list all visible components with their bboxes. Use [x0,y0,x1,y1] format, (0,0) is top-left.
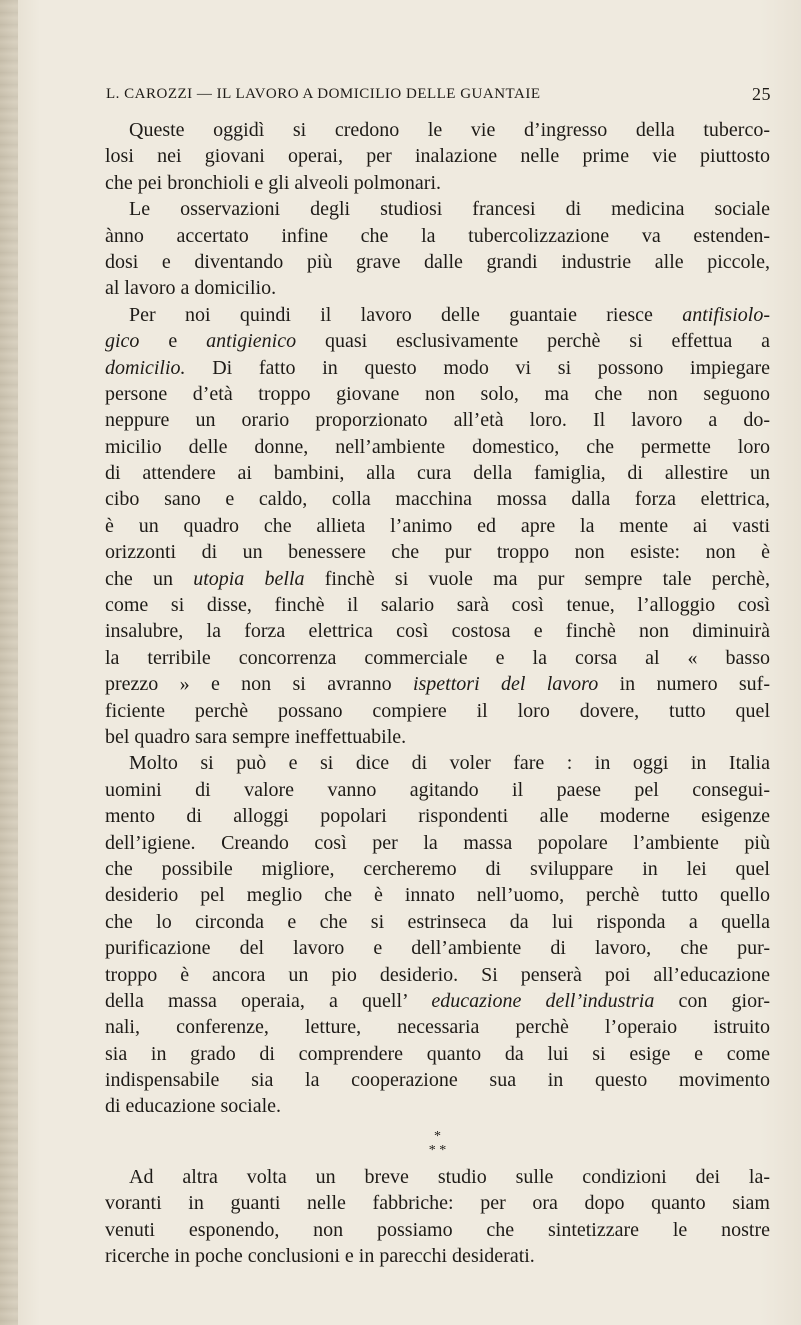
text-line: persone d’età troppo giovane non solo, ma che non seguono [105,382,770,405]
text-line: dell’igiene. Creando così per la massa popolare l’ambiente più [105,831,770,854]
text-line: ficiente perchè possano compiere il loro dovere, tutto quel [105,699,770,722]
text-line: dosi e diventando più grave dalle grandi industrie alle piccole, [105,250,770,273]
text-line [105,566,770,592]
text-line [105,302,770,328]
text-run: quasi esclusivamente perchè si effettua a [296,330,770,353]
text-line: losi nei giovani operai, per inalazione nelle prime vie piuttosto [105,145,770,168]
text-line: Molto si può e si dice di voler fare : in oggi in Italia [129,752,770,775]
text-line: di educazione sociale. [105,1095,282,1118]
text-line: che lo circonda e che si estrinseca da lui risponda a quella [105,910,770,933]
running-title: L. CAROZZI — IL LAVORO A DOMICILIO DELLE GUANTAIE [106,86,541,102]
text-line: orizzonti di un benessere che pur troppo non esiste: non è [105,541,770,564]
text-line: la terribile concorrenza commerciale e la corsa al « basso [105,646,770,669]
text-line: nali, conferenze, letture, necessaria perchè l’operaio istruito [105,1016,770,1039]
text-line: al lavoro a domicilio. [105,277,277,300]
text-line [105,328,770,354]
paragraph-1 [105,117,770,196]
italic-term: educazione dell’industria [431,989,655,1012]
text-line: voranti in guanti nelle fabbriche: per ora dopo quanto siam [105,1192,770,1215]
text-run: della massa operaia, a quell’ [105,989,432,1012]
text-run: che un [105,567,194,590]
text-line: sia in grado di comprendere quanto da lui si esige e come [105,1042,770,1065]
text-line: desiderio pel meglio che è innato nell’uomo, perchè tutto quello [105,884,770,907]
text-line: che pei bronchioli e gli alveoli polmonari. [105,171,442,194]
separator-star-bottom: * * [428,1142,447,1158]
text-line: è un quadro che allieta l’animo ed apre la mente ai vasti [105,514,770,537]
text-line [105,988,770,1014]
text-line: indispensabile sia la cooperazione sua in questo movimento [105,1069,770,1092]
text-run: finchè si vuole ma pur sempre tale perchè, [304,567,770,590]
text-line: uomini di valore vanno agitando il paese pel consegui- [105,778,770,801]
page-binding-shadow [0,0,18,1325]
italic-term: antigienico [206,330,297,353]
text-line: Ad altra volta un breve studio sulle condizioni dei la- [129,1165,770,1188]
text-line: Le osservazioni degli studiosi francesi di medicina sociale [129,198,770,221]
body-text [105,117,770,1269]
text-line [105,355,770,381]
text-line: Queste oggidì si credono le vie d’ingresso della tuberco- [129,119,770,141]
section-separator [105,1130,770,1158]
text-line: troppo è ancora un pio desiderio. Si penserà poi all’educazione [105,963,770,986]
text-line: purificazione del lavoro e dell’ambiente di lavoro, che pur- [105,937,770,960]
text-line: come si disse, finchè il salario sarà così tenue, l’alloggio così [105,594,770,617]
paragraph-3 [105,302,770,751]
italic-term: antifisiolo- [682,303,770,326]
text-line: ànno accertato infine che la tubercolizzazione va estenden- [105,224,770,247]
italic-term: ispettori del lavoro [412,673,599,696]
page-number: 25 [752,84,771,104]
text-run: Di fatto in questo modo vi si possono impiegare [185,356,770,379]
text-run: in numero suf- [598,673,771,696]
text-line: insalubre, la forza elettrica così costosa e finchè non diminuirà [105,620,770,643]
italic-term: domicilio. [105,356,186,379]
paragraph-2 [105,196,770,302]
text-line: venuti esponendo, non possiamo che sintetizzare le nostre [105,1218,770,1241]
text-line: cibo sano e caldo, colla macchina mossa dalla forza elettrica, [105,488,770,511]
italic-term: gico [105,330,140,353]
text-line: micilio delle donne, nell’ambiente domestico, che permette loro [105,435,770,458]
separator-star-top: * [434,1128,441,1144]
text-line: mento di alloggi popolari rispondenti alle moderne esigenze [105,805,770,828]
text-run: Per noi quindi il lavoro delle guantaie riesce [129,303,683,326]
running-header [106,86,771,110]
text-line [105,671,770,697]
text-line: ricerche in poche conclusioni e in parecchi desiderati. [105,1245,535,1268]
text-line: di attendere ai bambini, alla cura della famiglia, di allestire un [105,462,770,485]
text-run: e [139,330,207,353]
paragraph-4 [105,750,770,1119]
italic-term: utopia bella [193,567,305,590]
text-run: prezzo » e non si avranno [105,673,413,696]
text-line: bel quadro sara sempre ineffettuabile. [105,725,407,748]
paragraph-5 [105,1164,770,1270]
text-line: che possibile migliore, cercheremo di sviluppare in lei quel [105,857,770,880]
text-line: neppure un orario proporzionato all’età loro. Il lavoro a do- [105,409,770,432]
text-run: con gior- [654,989,770,1012]
